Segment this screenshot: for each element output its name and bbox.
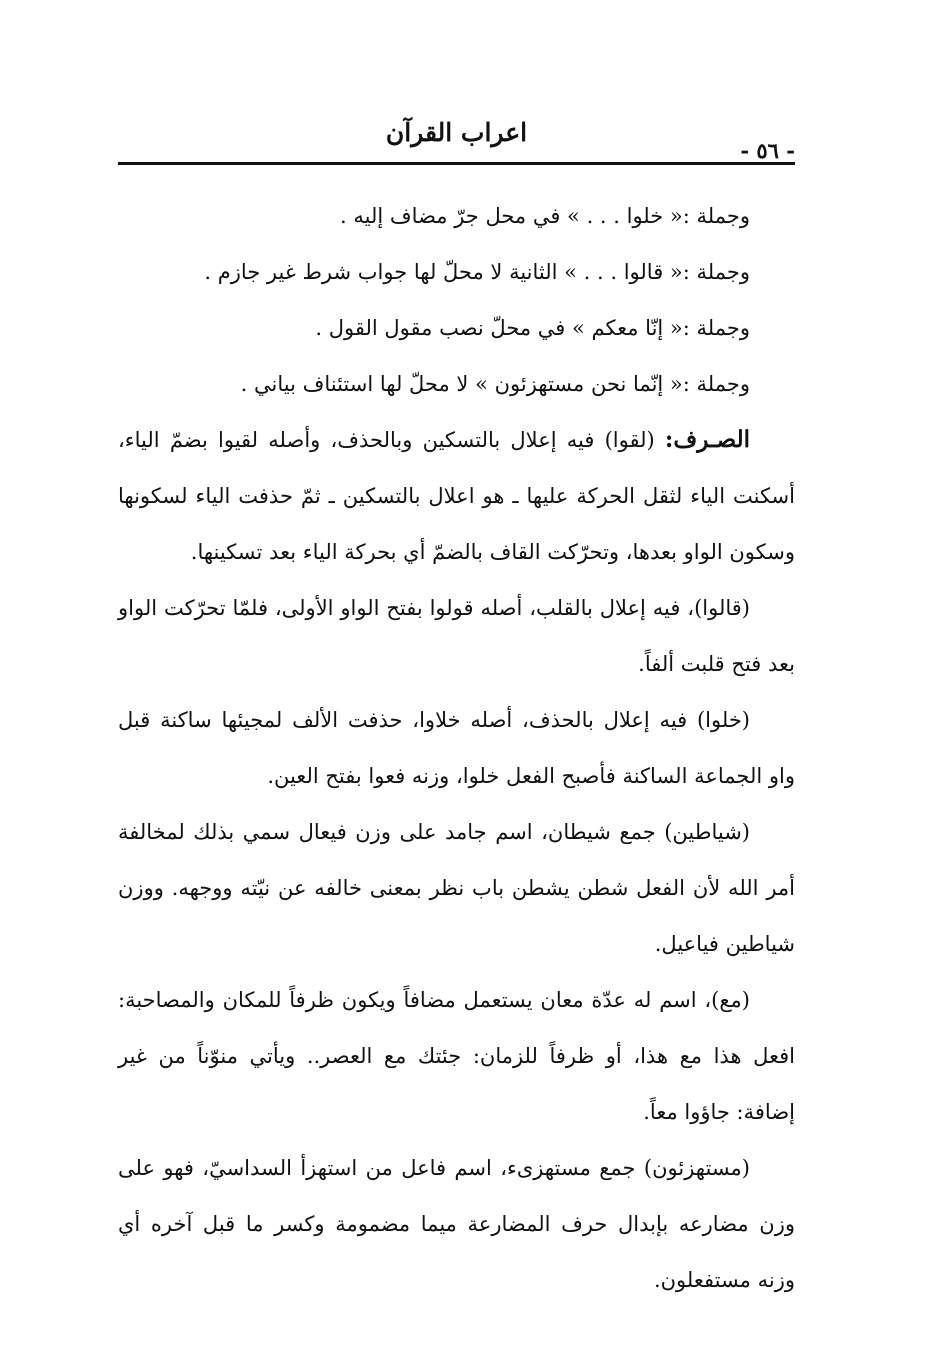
- sarf-label: الصـرف:: [664, 426, 750, 453]
- syntax-line-2: وجملة :« قالوا . . . » الثانية لا محلّ لها جواب شرط غير جازم .: [204, 260, 750, 284]
- paragraph-maa: (مع)، اسم له عدّة معان يستعمل مضافاً ويكون ظرفاً للمكان والمصاحبة: افعل هذا مع هذا، أو ظرفاً للزمان: جئتك مع العصر.. ويأتي منوّناً من غير إضافة: جاؤوا معاً.: [118, 988, 795, 1124]
- paragraph-qalu: (قالوا)، فيه إعلال بالقلب، أصله قولوا بفتح الواو الأولى، فلمّا تحرّكت الواو بعد فتح قلبت ألفاً.: [118, 596, 795, 676]
- syntax-line-1: وجملة :« خلوا . . . » في محل جرّ مضاف إليه .: [340, 204, 750, 228]
- syntax-line-4: وجملة :« إنّما نحن مستهزئون » لا محلّ لها استئناف بياني .: [240, 372, 750, 396]
- sarf-paragraph: [118, 412, 795, 580]
- paragraph-shayatin: (شياطين) جمع شيطان، اسم جامد على وزن فيعال سمي بذلك لمخالفة أمر الله لأن الفعل شطن يشطن باب نظر بمعنى خالفه عن نيّته ووجهه. ووزن شياطين فياعيل.: [118, 820, 795, 956]
- paragraph-khalaw: (خلوا) فيه إعلال بالحذف، أصله خلاوا، حذفت الألف لمجيئها ساكنة قبل واو الجماعة الساكنة فأصبح الفعل خلوا، وزنه فعوا بفتح العين.: [118, 708, 795, 788]
- running-title: اعراب القرآن: [385, 118, 528, 147]
- page-number: - ٥٦ -: [740, 138, 795, 163]
- body-text: [118, 188, 795, 1308]
- syntax-line-3: وجملة :« إنّا معكم » في محلّ نصب مقول القول .: [315, 316, 750, 340]
- sarf-text: (لقوا) فيه إعلال بالتسكين وبالحذف، وأصله لقيوا بضمّ الياء، أسكنت الياء لثقل الحركة عليها ـ هو اعلال بالتسكين ـ ثمّ حذفت الياء لسكونها وسكون الواو بعدها، وتحرّكت القاف بالضمّ أي بحركة الياء بعد تسكينها.: [118, 428, 795, 564]
- header-rule: [118, 162, 795, 165]
- page-header: [118, 108, 795, 162]
- paragraph-mustahziun: (مستهزئون) جمع مستهزىء، اسم فاعل من استهزأ السداسيّ، فهو على وزن مضارعه بإبدال حرف المضارعة ميما مضمومة وكسر ما قبل آخره أي وزنه مستفعلون.: [118, 1156, 795, 1292]
